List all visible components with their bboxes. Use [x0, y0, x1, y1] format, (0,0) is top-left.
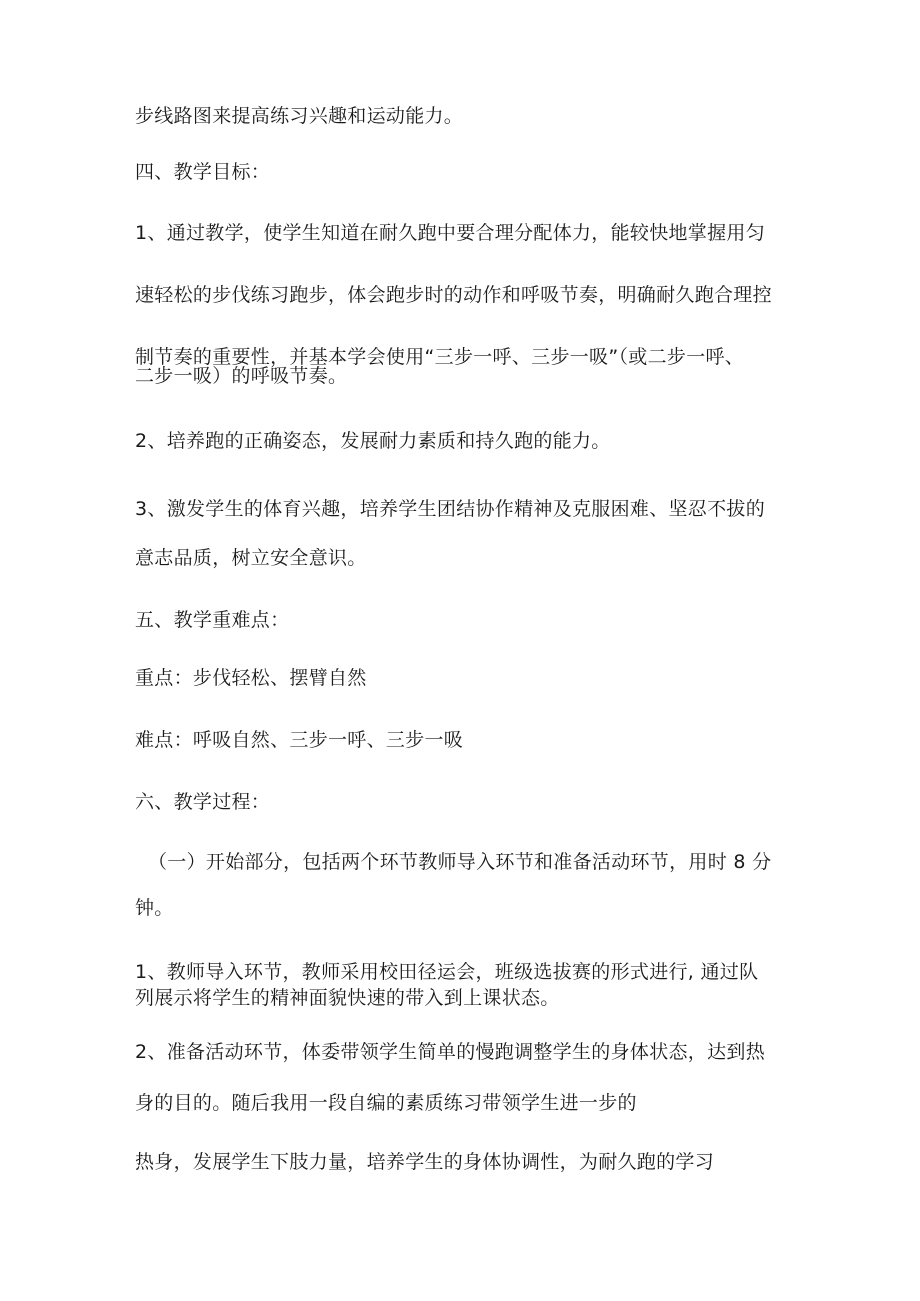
- text-line: 1、通过教学，使学生知道在耐久跑中要合理分配体力，能较快地掌握用匀: [135, 222, 765, 244]
- text-line: 钟。: [135, 897, 174, 919]
- text-line: 1、教师导入环节，教师采用校田径运会，班级选拔赛的形式进行, 通过队: [135, 961, 759, 983]
- section-heading: 四、教学目标：: [135, 161, 271, 183]
- text-line: 意志品质，树立安全意识。: [135, 547, 367, 569]
- text-line: 二步一吸）的呼吸节奏。: [135, 365, 348, 387]
- text-line: 制节奏的重要性，并基本学会使用“三步一呼、三步一吸”（或二步一呼、: [135, 346, 745, 368]
- text-line: 重点：步伐轻松、摆臂自然: [135, 667, 367, 689]
- section-heading: 五、教学重难点：: [135, 609, 290, 631]
- text-line: 2、准备活动环节，体委带领学生简单的慢跑调整学生的身体状态，达到热: [135, 1041, 765, 1063]
- text-line: 列展示将学生的精神面貌快速的带入到上课状态。: [135, 987, 560, 1009]
- text-line: 2、培养跑的正确姿态，发展耐力素质和持久跑的能力。: [135, 430, 611, 452]
- text-line: 身的目的。随后我用一段自编的素质练习带领学生进一步的: [135, 1092, 637, 1114]
- text-line: 步线路图来提高练习兴趣和运动能力。: [135, 105, 464, 127]
- text-line: 速轻松的步伐练习跑步，体会跑步时的动作和呼吸节奏，明确耐久跑合理控: [135, 284, 772, 306]
- section-heading: 六、教学过程：: [135, 791, 271, 813]
- text-line: 难点：呼吸自然、三步一呼、三步一吸: [135, 729, 464, 751]
- text-line: 热身，发展学生下肢力量，培养学生的身体协调性，为耐久跑的学习: [135, 1151, 715, 1173]
- text-line: 3、激发学生的体育兴趣，培养学生团结协作精神及克服困难、坚忍不拔的: [135, 498, 765, 520]
- text-line: （一）开始部分，包括两个环节教师导入环节和准备活动环节，用时 8 分: [148, 851, 772, 873]
